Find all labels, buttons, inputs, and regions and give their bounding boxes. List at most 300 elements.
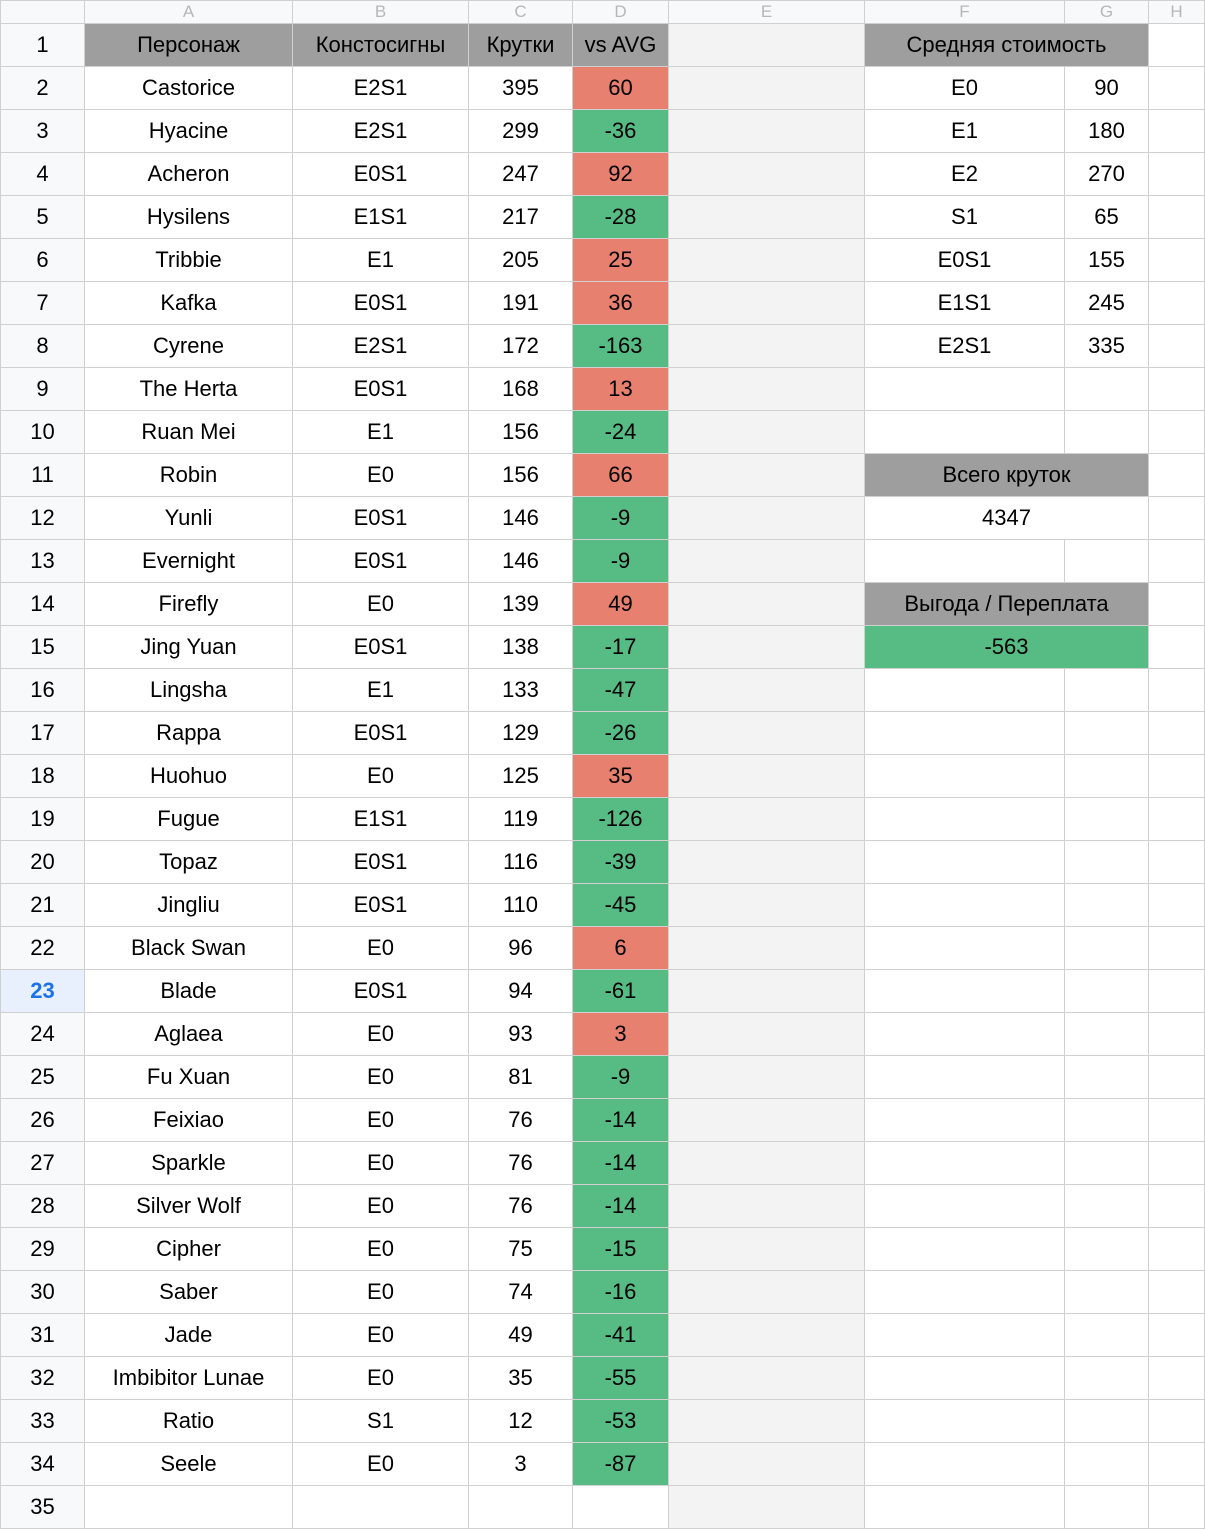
column-header-a[interactable]: A xyxy=(85,1,293,24)
spacer-cell[interactable] xyxy=(1149,497,1205,540)
cell-character-name[interactable]: Saber xyxy=(85,1271,293,1314)
spacer-cell[interactable] xyxy=(1149,798,1205,841)
spacer-cell[interactable] xyxy=(669,411,865,454)
spacer-cell[interactable] xyxy=(1065,712,1149,755)
spacer-cell[interactable] xyxy=(669,927,865,970)
avg-cost-label[interactable]: E0 xyxy=(865,67,1065,110)
spacer-cell[interactable] xyxy=(1065,1013,1149,1056)
cell-constellation[interactable]: E0S1 xyxy=(293,540,469,583)
spacer-cell[interactable] xyxy=(669,1271,865,1314)
spacer-cell[interactable] xyxy=(1149,841,1205,884)
cell-constellation[interactable]: E0 xyxy=(293,927,469,970)
spacer-cell[interactable] xyxy=(669,841,865,884)
row-header-2[interactable]: 2 xyxy=(1,67,85,110)
spacer-cell[interactable] xyxy=(865,1185,1065,1228)
spacer-cell[interactable] xyxy=(669,1185,865,1228)
row-header-19[interactable]: 19 xyxy=(1,798,85,841)
avg-cost-value[interactable]: 180 xyxy=(1065,110,1149,153)
spacer-cell[interactable] xyxy=(669,1400,865,1443)
cell-pulls[interactable]: 168 xyxy=(469,368,573,411)
spacer-cell[interactable] xyxy=(1065,411,1149,454)
cell-constellation[interactable]: E1 xyxy=(293,239,469,282)
spacer-cell[interactable] xyxy=(865,1357,1065,1400)
spacer-cell[interactable] xyxy=(669,454,865,497)
spacer-cell[interactable] xyxy=(1065,884,1149,927)
cell-constellation[interactable]: E0S1 xyxy=(293,884,469,927)
column-header-e[interactable]: E xyxy=(669,1,865,24)
cell-vs-avg[interactable]: -55 xyxy=(573,1357,669,1400)
row-header-5[interactable]: 5 xyxy=(1,196,85,239)
spacer-cell[interactable] xyxy=(669,67,865,110)
cell-pulls[interactable]: 81 xyxy=(469,1056,573,1099)
cell-vs-avg[interactable]: 66 xyxy=(573,454,669,497)
avg-cost-label[interactable]: E2S1 xyxy=(865,325,1065,368)
spacer-cell[interactable] xyxy=(1149,454,1205,497)
spacer-cell[interactable] xyxy=(1149,1142,1205,1185)
cell-character-name[interactable]: Tribbie xyxy=(85,239,293,282)
cell-pulls[interactable]: 74 xyxy=(469,1271,573,1314)
cell-constellation[interactable]: E0 xyxy=(293,1228,469,1271)
cell-constellation[interactable]: E0S1 xyxy=(293,712,469,755)
avg-cost-label[interactable]: E1 xyxy=(865,110,1065,153)
cell-vs-avg[interactable]: 6 xyxy=(573,927,669,970)
cell-character-name[interactable]: Blade xyxy=(85,970,293,1013)
spacer-cell[interactable] xyxy=(669,755,865,798)
spacer-cell[interactable] xyxy=(1149,325,1205,368)
total-pulls-value[interactable]: 4347 xyxy=(865,497,1149,540)
spacer-cell[interactable] xyxy=(669,1314,865,1357)
spacer-cell[interactable] xyxy=(1065,1271,1149,1314)
spacer-cell[interactable] xyxy=(669,583,865,626)
spacer-cell[interactable] xyxy=(669,196,865,239)
cell-pulls[interactable]: 12 xyxy=(469,1400,573,1443)
spacer-cell[interactable] xyxy=(865,1013,1065,1056)
row-header-7[interactable]: 7 xyxy=(1,282,85,325)
cell-character-name[interactable]: Feixiao xyxy=(85,1099,293,1142)
row-header-29[interactable]: 29 xyxy=(1,1228,85,1271)
cell-vs-avg[interactable]: -9 xyxy=(573,540,669,583)
spacer-cell[interactable] xyxy=(865,1271,1065,1314)
cell-vs-avg[interactable]: -14 xyxy=(573,1142,669,1185)
cell-constellation[interactable]: E0 xyxy=(293,755,469,798)
cell-character-name[interactable]: Fu Xuan xyxy=(85,1056,293,1099)
cell-vs-avg[interactable]: -17 xyxy=(573,626,669,669)
row-header-6[interactable]: 6 xyxy=(1,239,85,282)
column-title-3[interactable]: vs AVG xyxy=(573,24,669,67)
spacer-cell[interactable] xyxy=(669,669,865,712)
cell-character-name[interactable]: Hysilens xyxy=(85,196,293,239)
cell-character-name[interactable]: Robin xyxy=(85,454,293,497)
cell-vs-avg[interactable]: -87 xyxy=(573,1443,669,1486)
cell-constellation[interactable]: E2S1 xyxy=(293,325,469,368)
row-header-4[interactable]: 4 xyxy=(1,153,85,196)
row-header-8[interactable]: 8 xyxy=(1,325,85,368)
cell-character-name[interactable]: Huohuo xyxy=(85,755,293,798)
spacer-cell[interactable] xyxy=(1065,841,1149,884)
cell-vs-avg[interactable]: -24 xyxy=(573,411,669,454)
spacer-cell[interactable] xyxy=(1065,798,1149,841)
cell-pulls[interactable]: 125 xyxy=(469,755,573,798)
cell-pulls[interactable]: 110 xyxy=(469,884,573,927)
cell-character-name[interactable]: Aglaea xyxy=(85,1013,293,1056)
row-header-32[interactable]: 32 xyxy=(1,1357,85,1400)
column-header-b[interactable]: B xyxy=(293,1,469,24)
spacer-cell[interactable] xyxy=(1149,1013,1205,1056)
cell-character-name[interactable]: Firefly xyxy=(85,583,293,626)
cell-character-name[interactable]: Seele xyxy=(85,1443,293,1486)
cell-pulls[interactable]: 129 xyxy=(469,712,573,755)
cell-constellation[interactable]: E2S1 xyxy=(293,67,469,110)
spacer-cell[interactable] xyxy=(669,1056,865,1099)
cell-vs-avg[interactable]: -163 xyxy=(573,325,669,368)
spacer-cell[interactable] xyxy=(1149,239,1205,282)
cell-character-name[interactable]: Jing Yuan xyxy=(85,626,293,669)
spacer-cell[interactable] xyxy=(1149,583,1205,626)
row-header-1[interactable]: 1 xyxy=(1,24,85,67)
cell-constellation[interactable]: E1 xyxy=(293,411,469,454)
cell-vs-avg[interactable]: -41 xyxy=(573,1314,669,1357)
avg-cost-label[interactable]: E2 xyxy=(865,153,1065,196)
spacer-cell[interactable] xyxy=(1065,1142,1149,1185)
cell-constellation[interactable]: E0 xyxy=(293,583,469,626)
spacer-cell[interactable] xyxy=(865,411,1065,454)
cell-vs-avg[interactable]: -15 xyxy=(573,1228,669,1271)
spacer-cell[interactable] xyxy=(1149,927,1205,970)
cell-vs-avg[interactable]: -45 xyxy=(573,884,669,927)
cell-constellation[interactable]: E0S1 xyxy=(293,841,469,884)
column-header-d[interactable]: D xyxy=(573,1,669,24)
cell-pulls[interactable]: 156 xyxy=(469,454,573,497)
spacer-cell[interactable] xyxy=(865,1228,1065,1271)
cell-pulls[interactable]: 76 xyxy=(469,1142,573,1185)
cell-pulls[interactable]: 76 xyxy=(469,1185,573,1228)
spacer-cell[interactable] xyxy=(1149,153,1205,196)
spacer-cell[interactable] xyxy=(865,1443,1065,1486)
cell-vs-avg[interactable]: 25 xyxy=(573,239,669,282)
cell-vs-avg[interactable]: -14 xyxy=(573,1099,669,1142)
spacer-cell[interactable] xyxy=(865,540,1065,583)
spacer-cell[interactable] xyxy=(669,1099,865,1142)
spacer-cell[interactable] xyxy=(1149,196,1205,239)
avg-cost-label[interactable]: E0S1 xyxy=(865,239,1065,282)
spacer-cell[interactable] xyxy=(1065,1056,1149,1099)
cell-character-name[interactable]: Ruan Mei xyxy=(85,411,293,454)
row-header-9[interactable]: 9 xyxy=(1,368,85,411)
spacer-cell[interactable] xyxy=(865,798,1065,841)
cell-pulls[interactable]: 139 xyxy=(469,583,573,626)
cell-character-name[interactable]: Rappa xyxy=(85,712,293,755)
spacer-cell[interactable] xyxy=(669,1142,865,1185)
row-header-12[interactable]: 12 xyxy=(1,497,85,540)
row-header-27[interactable]: 27 xyxy=(1,1142,85,1185)
avg-cost-label[interactable]: S1 xyxy=(865,196,1065,239)
spacer-cell[interactable] xyxy=(865,884,1065,927)
spacer-cell[interactable] xyxy=(1149,1228,1205,1271)
cell-constellation[interactable]: E0 xyxy=(293,1056,469,1099)
row-header-16[interactable]: 16 xyxy=(1,669,85,712)
row-header-35[interactable]: 35 xyxy=(1,1486,85,1529)
cell-vs-avg[interactable]: 49 xyxy=(573,583,669,626)
cell-constellation[interactable]: E0 xyxy=(293,1357,469,1400)
row-header-21[interactable]: 21 xyxy=(1,884,85,927)
spacer-cell[interactable] xyxy=(669,798,865,841)
row-header-30[interactable]: 30 xyxy=(1,1271,85,1314)
cell-pulls[interactable] xyxy=(469,1486,573,1529)
cell-vs-avg[interactable]: -126 xyxy=(573,798,669,841)
cell-pulls[interactable]: 75 xyxy=(469,1228,573,1271)
cell-character-name[interactable]: Lingsha xyxy=(85,669,293,712)
spacer-cell[interactable] xyxy=(669,1228,865,1271)
avg-cost-title[interactable]: Средняя стоимость xyxy=(865,24,1149,67)
cell-pulls[interactable]: 205 xyxy=(469,239,573,282)
spacer-cell[interactable] xyxy=(669,368,865,411)
cell-pulls[interactable]: 49 xyxy=(469,1314,573,1357)
cell-character-name[interactable]: Topaz xyxy=(85,841,293,884)
cell-constellation[interactable]: E0 xyxy=(293,1271,469,1314)
spacer-cell[interactable] xyxy=(669,1443,865,1486)
spacer-cell[interactable] xyxy=(1149,1314,1205,1357)
cell-constellation[interactable]: E0 xyxy=(293,1142,469,1185)
cell-pulls[interactable]: 191 xyxy=(469,282,573,325)
spacer-cell[interactable] xyxy=(1065,970,1149,1013)
avg-cost-value[interactable]: 335 xyxy=(1065,325,1149,368)
cell-character-name[interactable]: Cipher xyxy=(85,1228,293,1271)
spacer-cell[interactable] xyxy=(669,153,865,196)
cell-pulls[interactable]: 217 xyxy=(469,196,573,239)
cell-character-name[interactable]: Jade xyxy=(85,1314,293,1357)
spacer-cell[interactable] xyxy=(865,1400,1065,1443)
row-header-3[interactable]: 3 xyxy=(1,110,85,153)
spacer-cell[interactable] xyxy=(669,1013,865,1056)
cell-pulls[interactable]: 133 xyxy=(469,669,573,712)
spacer-cell[interactable] xyxy=(1149,1099,1205,1142)
spacer-cell[interactable] xyxy=(1065,669,1149,712)
spacer-cell[interactable] xyxy=(669,110,865,153)
column-header-c[interactable]: C xyxy=(469,1,573,24)
row-header-15[interactable]: 15 xyxy=(1,626,85,669)
cell-character-name[interactable]: Black Swan xyxy=(85,927,293,970)
cell-constellation[interactable]: S1 xyxy=(293,1400,469,1443)
spacer-cell[interactable] xyxy=(865,712,1065,755)
column-title-0[interactable]: Персонаж xyxy=(85,24,293,67)
spacer-cell[interactable] xyxy=(865,841,1065,884)
cell-vs-avg[interactable]: -53 xyxy=(573,1400,669,1443)
spacer-cell[interactable] xyxy=(669,1486,865,1529)
spacer-cell[interactable] xyxy=(865,1056,1065,1099)
spacer-cell[interactable] xyxy=(1065,1357,1149,1400)
cell-vs-avg[interactable]: 13 xyxy=(573,368,669,411)
spacer-cell[interactable] xyxy=(1065,1185,1149,1228)
cell-constellation[interactable]: E0 xyxy=(293,1013,469,1056)
spacer-cell[interactable] xyxy=(669,1357,865,1400)
avg-cost-value[interactable]: 65 xyxy=(1065,196,1149,239)
cell-constellation[interactable]: E0 xyxy=(293,1099,469,1142)
spacer-cell[interactable] xyxy=(1149,1400,1205,1443)
cell-vs-avg[interactable]: -36 xyxy=(573,110,669,153)
cell-character-name[interactable]: Evernight xyxy=(85,540,293,583)
spacer-cell[interactable] xyxy=(1149,368,1205,411)
spacer-cell[interactable] xyxy=(865,927,1065,970)
cell-pulls[interactable]: 76 xyxy=(469,1099,573,1142)
cell-character-name[interactable]: Cyrene xyxy=(85,325,293,368)
spacer-cell[interactable] xyxy=(669,970,865,1013)
avg-cost-value[interactable]: 245 xyxy=(1065,282,1149,325)
row-header-23[interactable]: 23 xyxy=(1,970,85,1013)
cell-constellation[interactable]: E0 xyxy=(293,1443,469,1486)
spacer-cell[interactable] xyxy=(865,368,1065,411)
cell-vs-avg[interactable]: -26 xyxy=(573,712,669,755)
row-header-22[interactable]: 22 xyxy=(1,927,85,970)
cell-pulls[interactable]: 116 xyxy=(469,841,573,884)
cell-character-name[interactable]: Silver Wolf xyxy=(85,1185,293,1228)
row-header-24[interactable]: 24 xyxy=(1,1013,85,1056)
spacer-cell[interactable] xyxy=(1065,1099,1149,1142)
spacer-cell[interactable] xyxy=(865,755,1065,798)
cell-character-name[interactable]: Yunli xyxy=(85,497,293,540)
cell-constellation[interactable]: E1S1 xyxy=(293,798,469,841)
avg-cost-label[interactable]: E1S1 xyxy=(865,282,1065,325)
cell-pulls[interactable]: 94 xyxy=(469,970,573,1013)
cell-vs-avg[interactable]: 36 xyxy=(573,282,669,325)
spacer-cell[interactable] xyxy=(1149,1486,1205,1529)
spacer-cell[interactable] xyxy=(1065,1400,1149,1443)
cell-pulls[interactable]: 247 xyxy=(469,153,573,196)
spacer-cell[interactable] xyxy=(1149,712,1205,755)
cell-character-name[interactable]: Kafka xyxy=(85,282,293,325)
cell-vs-avg[interactable]: 92 xyxy=(573,153,669,196)
cell-vs-avg[interactable]: 3 xyxy=(573,1013,669,1056)
spacer-cell[interactable] xyxy=(669,540,865,583)
spacer-cell[interactable] xyxy=(669,626,865,669)
column-header-f[interactable]: F xyxy=(865,1,1065,24)
spacer-cell[interactable] xyxy=(1149,1271,1205,1314)
profit-value[interactable]: -563 xyxy=(865,626,1149,669)
row-header-11[interactable]: 11 xyxy=(1,454,85,497)
spacer-cell[interactable] xyxy=(1065,540,1149,583)
cell-constellation[interactable] xyxy=(293,1486,469,1529)
row-header-26[interactable]: 26 xyxy=(1,1099,85,1142)
spacer-cell[interactable] xyxy=(1065,1314,1149,1357)
cell-character-name[interactable]: Sparkle xyxy=(85,1142,293,1185)
cell-constellation[interactable]: E0S1 xyxy=(293,497,469,540)
spacer-cell[interactable] xyxy=(1149,110,1205,153)
spacer-cell[interactable] xyxy=(669,325,865,368)
cell-character-name[interactable]: Imbibitor Lunae xyxy=(85,1357,293,1400)
cell-character-name[interactable]: Acheron xyxy=(85,153,293,196)
column-title-1[interactable]: Констосигны xyxy=(293,24,469,67)
spacer-cell[interactable] xyxy=(1149,1185,1205,1228)
spacer-cell[interactable] xyxy=(1149,755,1205,798)
spacer-cell[interactable] xyxy=(1149,1443,1205,1486)
cell-pulls[interactable]: 35 xyxy=(469,1357,573,1400)
column-header-h[interactable]: H xyxy=(1149,1,1205,24)
cell-pulls[interactable]: 146 xyxy=(469,540,573,583)
row-header-14[interactable]: 14 xyxy=(1,583,85,626)
cell-constellation[interactable]: E2S1 xyxy=(293,110,469,153)
cell-pulls[interactable]: 299 xyxy=(469,110,573,153)
spacer-cell[interactable] xyxy=(1149,1056,1205,1099)
cell-character-name[interactable]: Castorice xyxy=(85,67,293,110)
spacer-cell[interactable] xyxy=(1149,626,1205,669)
spacer-cell[interactable] xyxy=(669,24,865,67)
cell-vs-avg[interactable]: -16 xyxy=(573,1271,669,1314)
spacer-cell[interactable] xyxy=(1149,282,1205,325)
cell-pulls[interactable]: 3 xyxy=(469,1443,573,1486)
cell-character-name[interactable]: Jingliu xyxy=(85,884,293,927)
cell-constellation[interactable]: E0 xyxy=(293,1185,469,1228)
spacer-cell[interactable] xyxy=(1149,669,1205,712)
spacer-cell[interactable] xyxy=(1065,1443,1149,1486)
spacer-cell[interactable] xyxy=(865,669,1065,712)
spacer-cell[interactable] xyxy=(1065,1228,1149,1271)
spacer-cell[interactable] xyxy=(1149,1357,1205,1400)
cell-character-name[interactable]: The Herta xyxy=(85,368,293,411)
cell-vs-avg[interactable]: -47 xyxy=(573,669,669,712)
row-header-20[interactable]: 20 xyxy=(1,841,85,884)
total-pulls-title[interactable]: Всего круток xyxy=(865,454,1149,497)
cell-constellation[interactable]: E1 xyxy=(293,669,469,712)
cell-character-name[interactable]: Ratio xyxy=(85,1400,293,1443)
cell-pulls[interactable]: 93 xyxy=(469,1013,573,1056)
spacer-cell[interactable] xyxy=(1149,884,1205,927)
spacer-cell[interactable] xyxy=(669,884,865,927)
spacer-cell[interactable] xyxy=(1149,67,1205,110)
spacer-cell[interactable] xyxy=(669,712,865,755)
cell-constellation[interactable]: E0S1 xyxy=(293,970,469,1013)
spacer-cell[interactable] xyxy=(1149,970,1205,1013)
spacer-cell[interactable] xyxy=(669,497,865,540)
spacer-cell[interactable] xyxy=(1149,540,1205,583)
cell-vs-avg[interactable]: -9 xyxy=(573,1056,669,1099)
cell-character-name[interactable] xyxy=(85,1486,293,1529)
row-header-31[interactable]: 31 xyxy=(1,1314,85,1357)
cell-pulls[interactable]: 138 xyxy=(469,626,573,669)
cell-constellation[interactable]: E0S1 xyxy=(293,153,469,196)
row-header-25[interactable]: 25 xyxy=(1,1056,85,1099)
cell-vs-avg[interactable]: -61 xyxy=(573,970,669,1013)
row-header-10[interactable]: 10 xyxy=(1,411,85,454)
cell-vs-avg[interactable] xyxy=(573,1486,669,1529)
row-header-13[interactable]: 13 xyxy=(1,540,85,583)
cell-constellation[interactable]: E0 xyxy=(293,454,469,497)
cell-pulls[interactable]: 156 xyxy=(469,411,573,454)
cell-pulls[interactable]: 146 xyxy=(469,497,573,540)
spacer-cell[interactable] xyxy=(1065,755,1149,798)
cell-character-name[interactable]: Hyacine xyxy=(85,110,293,153)
spacer-cell[interactable] xyxy=(865,970,1065,1013)
cell-pulls[interactable]: 172 xyxy=(469,325,573,368)
row-header-17[interactable]: 17 xyxy=(1,712,85,755)
profit-title[interactable]: Выгода / Переплата xyxy=(865,583,1149,626)
avg-cost-value[interactable]: 90 xyxy=(1065,67,1149,110)
spacer-cell[interactable] xyxy=(1149,24,1205,67)
spacer-cell[interactable] xyxy=(669,282,865,325)
spacer-cell[interactable] xyxy=(1149,411,1205,454)
column-title-2[interactable]: Крутки xyxy=(469,24,573,67)
cell-constellation[interactable]: E0S1 xyxy=(293,626,469,669)
cell-pulls[interactable]: 395 xyxy=(469,67,573,110)
avg-cost-value[interactable]: 155 xyxy=(1065,239,1149,282)
avg-cost-value[interactable]: 270 xyxy=(1065,153,1149,196)
spacer-cell[interactable] xyxy=(865,1486,1065,1529)
spacer-cell[interactable] xyxy=(1065,1486,1149,1529)
spacer-cell[interactable] xyxy=(1065,927,1149,970)
select-all-corner[interactable] xyxy=(1,1,85,24)
row-header-28[interactable]: 28 xyxy=(1,1185,85,1228)
cell-character-name[interactable]: Fugue xyxy=(85,798,293,841)
row-header-34[interactable]: 34 xyxy=(1,1443,85,1486)
cell-constellation[interactable]: E1S1 xyxy=(293,196,469,239)
